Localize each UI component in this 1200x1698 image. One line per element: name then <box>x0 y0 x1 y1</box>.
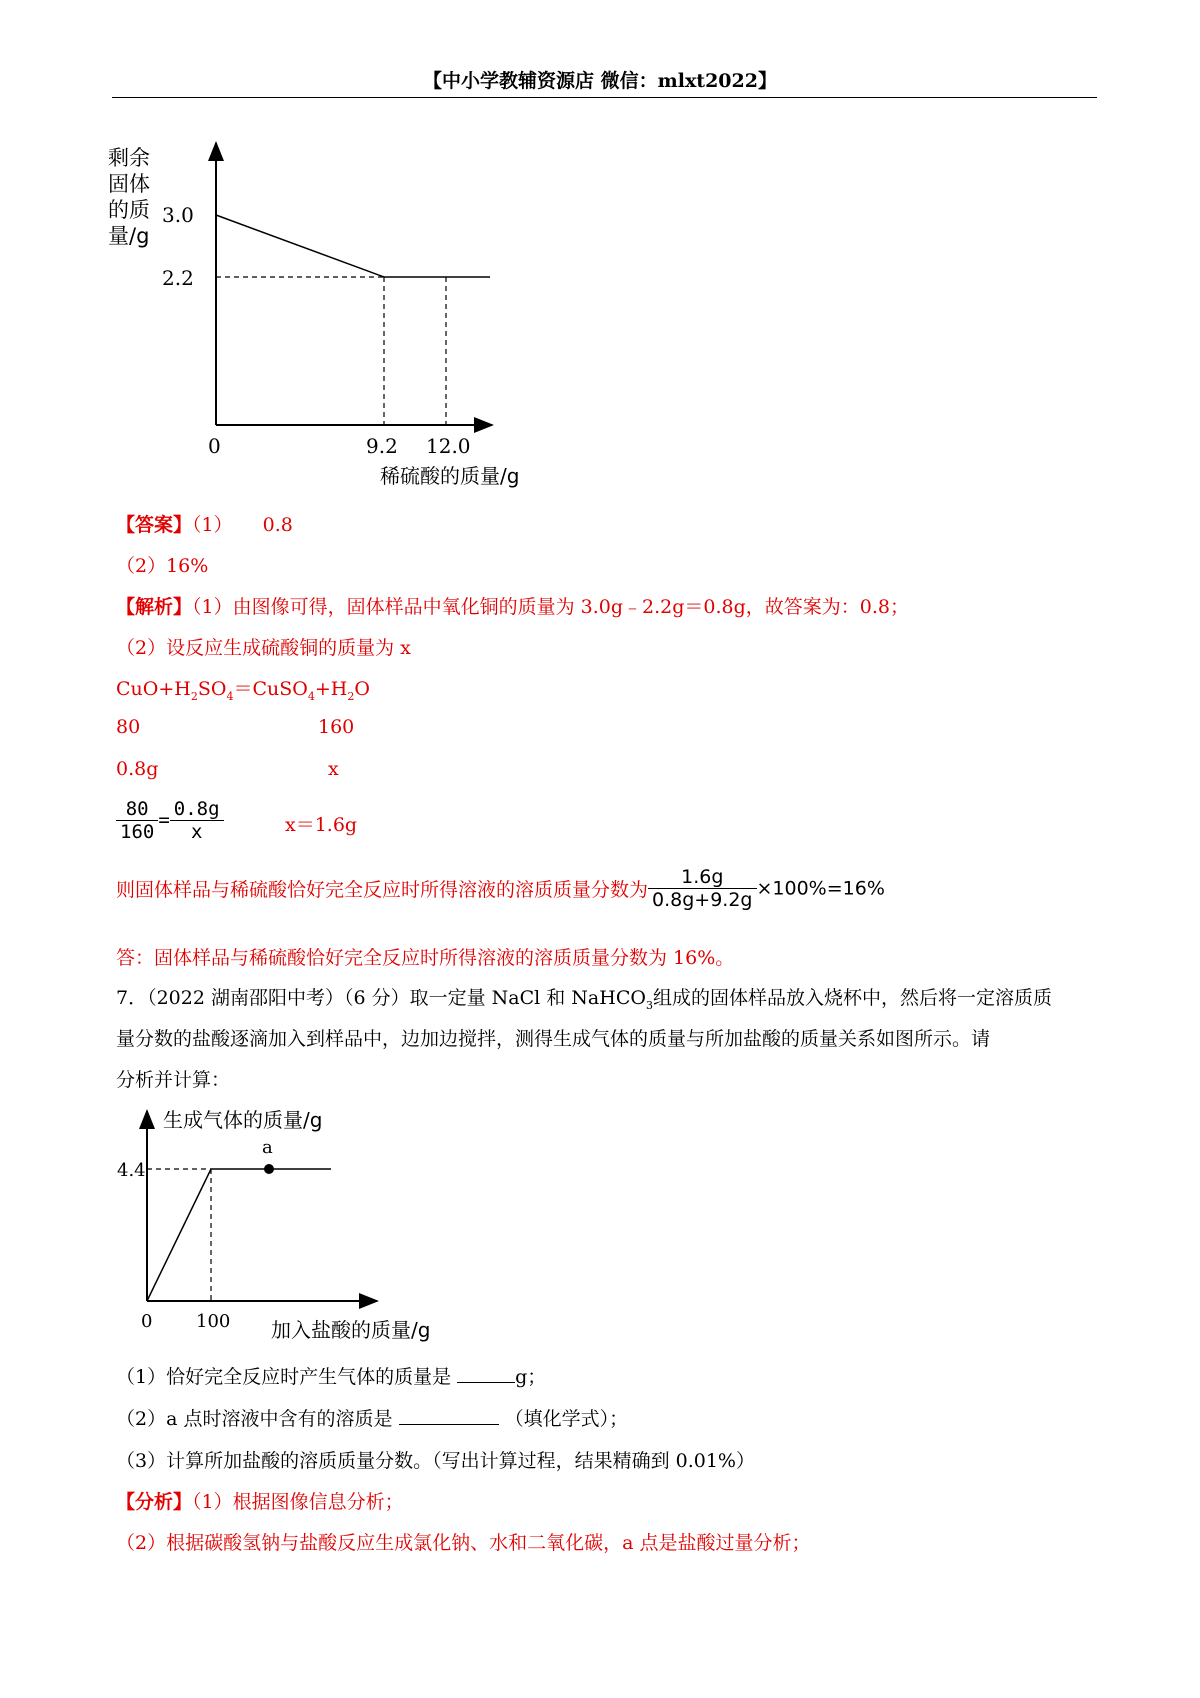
frac-equals: = <box>158 809 170 831</box>
answer-part1-num: （1） <box>192 514 233 536</box>
chart1-xtick-9.2: 9.2 <box>366 434 398 458</box>
analysis-text-1: （1）由图像可得，固体样品中氧化铜的质量为 3.0g﹣2.2g＝0.8g，故答案为：0.8； <box>192 596 909 618</box>
molar-mass-cuso4: 160 <box>318 716 355 738</box>
question-1 <box>116 1362 546 1389</box>
chart1-ylabel-line2: 固体 <box>108 172 150 196</box>
chart2-ylabel: 生成气体的质量/g <box>163 1108 323 1132</box>
fenxi-text-1: （1）根据图像信息分析； <box>192 1491 404 1513</box>
analysis-final-answer: 答：固体样品与稀硫酸恰好完全反应时所得溶液的溶质质量分数为 16%。 <box>116 947 735 969</box>
eq-part-o: O <box>354 678 370 700</box>
frac-num: 1.6g <box>681 866 724 888</box>
eq-part-cuso: ＝CuSO <box>233 678 308 700</box>
chart1-xtick-12.0: 12.0 <box>426 434 471 458</box>
x-result: x＝1.6g <box>285 814 358 836</box>
percentage-line <box>116 866 885 911</box>
chemical-equation <box>116 674 370 703</box>
question-2-text: （2）a 点时溶液中含有的溶质是 <box>116 1408 393 1430</box>
percentage-fraction <box>648 866 756 911</box>
eq-part-h: +H <box>314 678 348 700</box>
answer-line1 <box>116 510 293 537</box>
eq-part-cuo: CuO+H <box>116 678 191 700</box>
analysis-label: 【解析】 <box>116 596 193 618</box>
fraction-80-160 <box>116 798 158 843</box>
chart-gas-mass <box>105 1105 465 1345</box>
analysis-line2: （2）设反应生成硫酸铜的质量为 x <box>116 637 411 659</box>
chart1-ylabel-line3: 的质 <box>108 198 150 222</box>
analysis-line1 <box>116 592 909 619</box>
question-2-hint: （填化学式）； <box>504 1408 629 1430</box>
q7-text: 组成的固体样品放入烧杯中，然后将一定溶质质 <box>652 987 1052 1009</box>
chart2-ytick-4.4: 4.4 <box>117 1160 146 1181</box>
frac-den: 160 <box>116 820 158 843</box>
molar-mass-cuo: 80 <box>116 716 141 738</box>
chart2-xtick-100: 100 <box>196 1311 231 1332</box>
chart1-xtick-0: 0 <box>208 434 221 458</box>
unknown-mass: x <box>328 758 339 780</box>
eq-sub: 2 <box>347 689 355 703</box>
fraction-08g-x <box>170 798 224 843</box>
question-3: （3）计算所加盐酸的溶质质量分数。（写出计算过程，结果精确到 0.01%） <box>116 1450 755 1472</box>
chart-remaining-solid-mass <box>100 135 560 505</box>
page-header: 【中小学教辅资源店 微信：mlxt2022】 <box>423 70 777 92</box>
frac-num: 0.8g <box>173 798 220 820</box>
chart1-ylabel-line4: 量/g <box>108 224 150 248</box>
percentage-text: 则固体样品与稀硫酸恰好完全反应时所得溶液的溶质质量分数为 <box>116 879 649 901</box>
frac-den: 0.8g+9.2g <box>648 888 756 911</box>
question-1-blank[interactable] <box>457 1382 515 1383</box>
eq-part-so: SO <box>197 678 227 700</box>
percentage-tail: ×100%=16% <box>756 877 885 900</box>
chart2-point-a <box>264 1164 274 1174</box>
fenxi-label: 【分析】 <box>116 1491 193 1513</box>
proportion-formula <box>116 798 224 843</box>
chart2-xlabel: 加入盐酸的质量/g <box>271 1318 431 1342</box>
eq-sub: 4 <box>307 689 315 703</box>
chart1-xlabel: 稀硫酸的质量/g <box>380 464 520 488</box>
question-2-blank[interactable] <box>399 1424 499 1425</box>
answer-part2: （2）16% <box>116 555 209 577</box>
chart2-series-line <box>147 1169 331 1301</box>
frac-num: 80 <box>125 798 149 820</box>
q7-stem-line2: 量分数的盐酸逐滴加入到样品中，边加边搅拌，测得生成气体的质量与所加盐酸的质量关系如图所示。请 <box>116 1028 991 1050</box>
question-1-text: （1）恰好完全反应时产生气体的质量是 <box>116 1366 452 1388</box>
eq-sub: 4 <box>226 689 234 703</box>
frac-den: x <box>170 820 224 843</box>
chart1-series-line <box>216 215 490 277</box>
chart1-ytick-3.0: 3.0 <box>162 203 194 227</box>
header-divider <box>112 97 1097 98</box>
fenxi-line1 <box>116 1487 404 1514</box>
chart2-xtick-0: 0 <box>141 1311 153 1332</box>
q7-text: 7．（2022 湖南邵阳中考）（6 分）取一定量 NaCl 和 NaHCO <box>116 987 646 1009</box>
q7-stem-line1 <box>116 983 1052 1012</box>
q7-sub: 3 <box>645 998 653 1012</box>
q7-stem-line3: 分析并计算： <box>116 1069 231 1091</box>
given-mass: 0.8g <box>116 758 159 780</box>
answer-part1-value: 0.8 <box>262 514 293 536</box>
fenxi-line2: （2）根据碳酸氢钠与盐酸反应生成氯化钠、水和二氧化碳，a 点是盐酸过量分析； <box>116 1532 811 1554</box>
question-1-unit: g； <box>515 1366 547 1388</box>
answer-label: 【答案】 <box>116 514 193 536</box>
chart2-point-a-label: a <box>262 1137 273 1158</box>
chart1-ytick-2.2: 2.2 <box>162 266 194 290</box>
eq-sub: 2 <box>190 689 198 703</box>
question-2 <box>116 1404 628 1431</box>
chart1-ylabel-line1: 剩余 <box>108 146 150 170</box>
